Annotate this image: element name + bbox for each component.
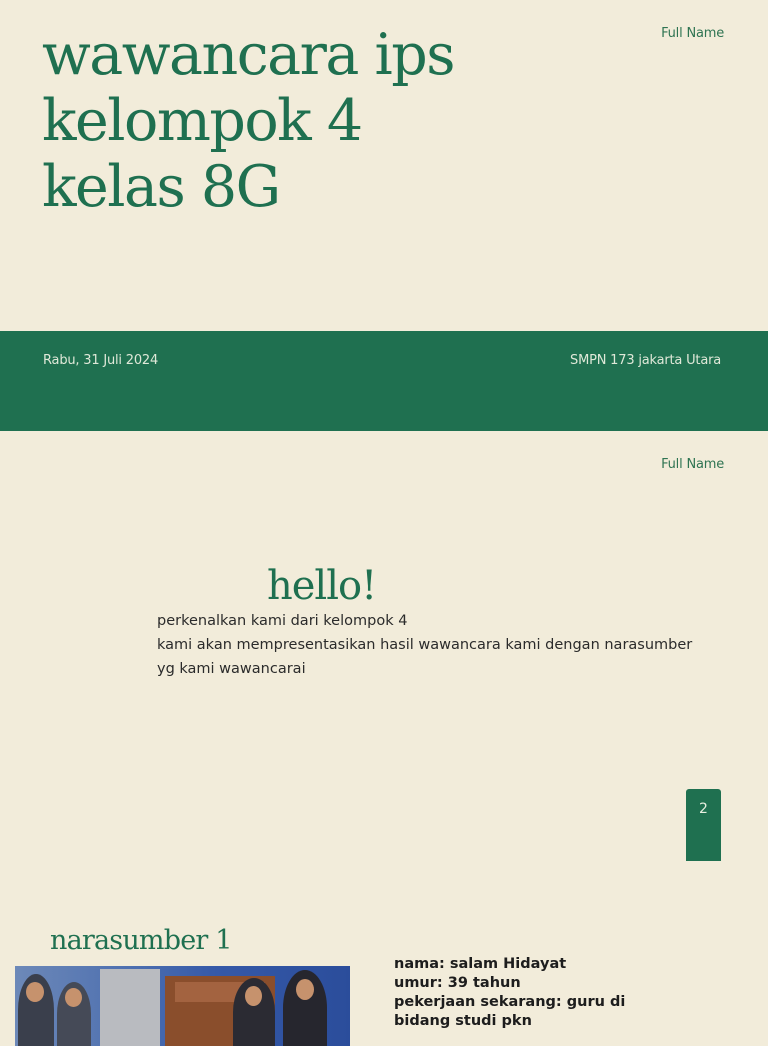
- intro-text: [157, 609, 717, 681]
- narasumber-heading: narasumber 1: [50, 925, 232, 956]
- intro-line-2: kami akan mempresentasikan hasil wawancara kami dengan narasumber: [157, 637, 693, 653]
- profile-name: nama: salam Hidayat: [394, 956, 567, 972]
- profile-age: umur: 39 tahun: [394, 975, 521, 991]
- info-band: [0, 331, 768, 431]
- full-name-label: Full Name: [661, 457, 724, 472]
- title-line-2: kelompok 4: [42, 88, 362, 154]
- title-line-3: kelas 8G: [42, 154, 280, 220]
- full-name-label: Full Name: [661, 26, 724, 41]
- slide-title: [0, 0, 768, 331]
- hello-heading: hello!: [267, 563, 377, 609]
- intro-line-1: perkenalkan kami dari kelompok 4: [157, 613, 408, 629]
- slide-narasumber: [0, 901, 768, 1029]
- slide-intro: [0, 431, 768, 901]
- page-number-tab: 2: [686, 789, 721, 861]
- group-photo: [15, 966, 350, 1046]
- date-label: Rabu, 31 Juli 2024: [43, 353, 159, 368]
- title-line-1: wawancara ips: [42, 22, 454, 88]
- profile-job: pekerjaan sekarang: guru di: [394, 994, 626, 1010]
- school-label: SMPN 173 jakarta Utara: [570, 353, 721, 368]
- intro-line-3: yg kami wawancarai: [157, 661, 306, 677]
- page-title: [42, 22, 454, 220]
- profile-subject: bidang studi pkn: [394, 1013, 532, 1029]
- narasumber-profile: [394, 955, 624, 1031]
